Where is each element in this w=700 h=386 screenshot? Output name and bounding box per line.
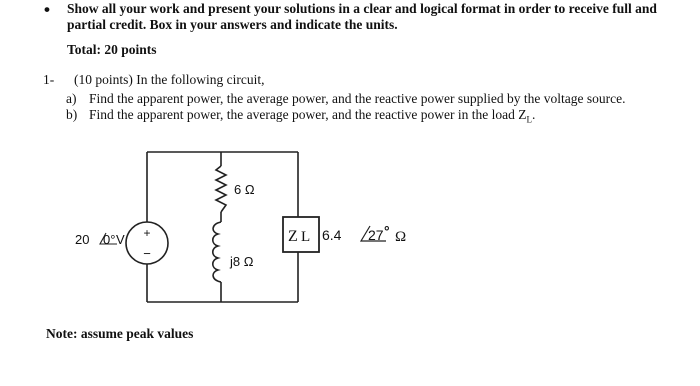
resistor-label: 6 Ω [234,182,255,197]
part-b-end: . [532,107,536,122]
load-degree: ° [384,223,390,239]
inductor-coil [213,222,221,282]
source-plus: + [143,226,151,240]
load-magnitude: 6.4 [322,227,342,243]
question-number: 1- [43,72,55,87]
load-z: Z [288,228,298,245]
source-angle: 0° [103,232,116,247]
instructions-line-2: partial credit. Box in your answers and indicate the units. [67,17,398,32]
source-minus: − [143,246,151,261]
load-angle: 27 [368,227,384,243]
part-a-label: a) [66,91,77,106]
note-peak-values: Note: assume peak values [46,326,194,341]
part-b-subscript: L [526,114,532,125]
load-sub: L [301,229,311,245]
part-b-label: b) [66,107,78,122]
part-a-text: Find the apparent power, the average power, and the reactive power supplied by the voltage source. [89,91,626,106]
source-magnitude: 20 [75,232,90,247]
bullet-point: • [44,0,50,19]
part-b-main: Find the apparent power, the average power, and the reactive power in the load Z [89,107,527,122]
inductor-label: j8 Ω [230,254,254,269]
question-intro: (10 points) In the following circuit, [74,72,265,87]
resistor-zigzag [216,166,226,212]
source-unit: V [116,232,125,247]
instructions-line-1: Show all your work and present your solutions in a clear and logical format in order to receive full and [67,1,657,16]
total-points: Total: 20 points [67,42,157,57]
load-unit: Ω [395,229,407,245]
